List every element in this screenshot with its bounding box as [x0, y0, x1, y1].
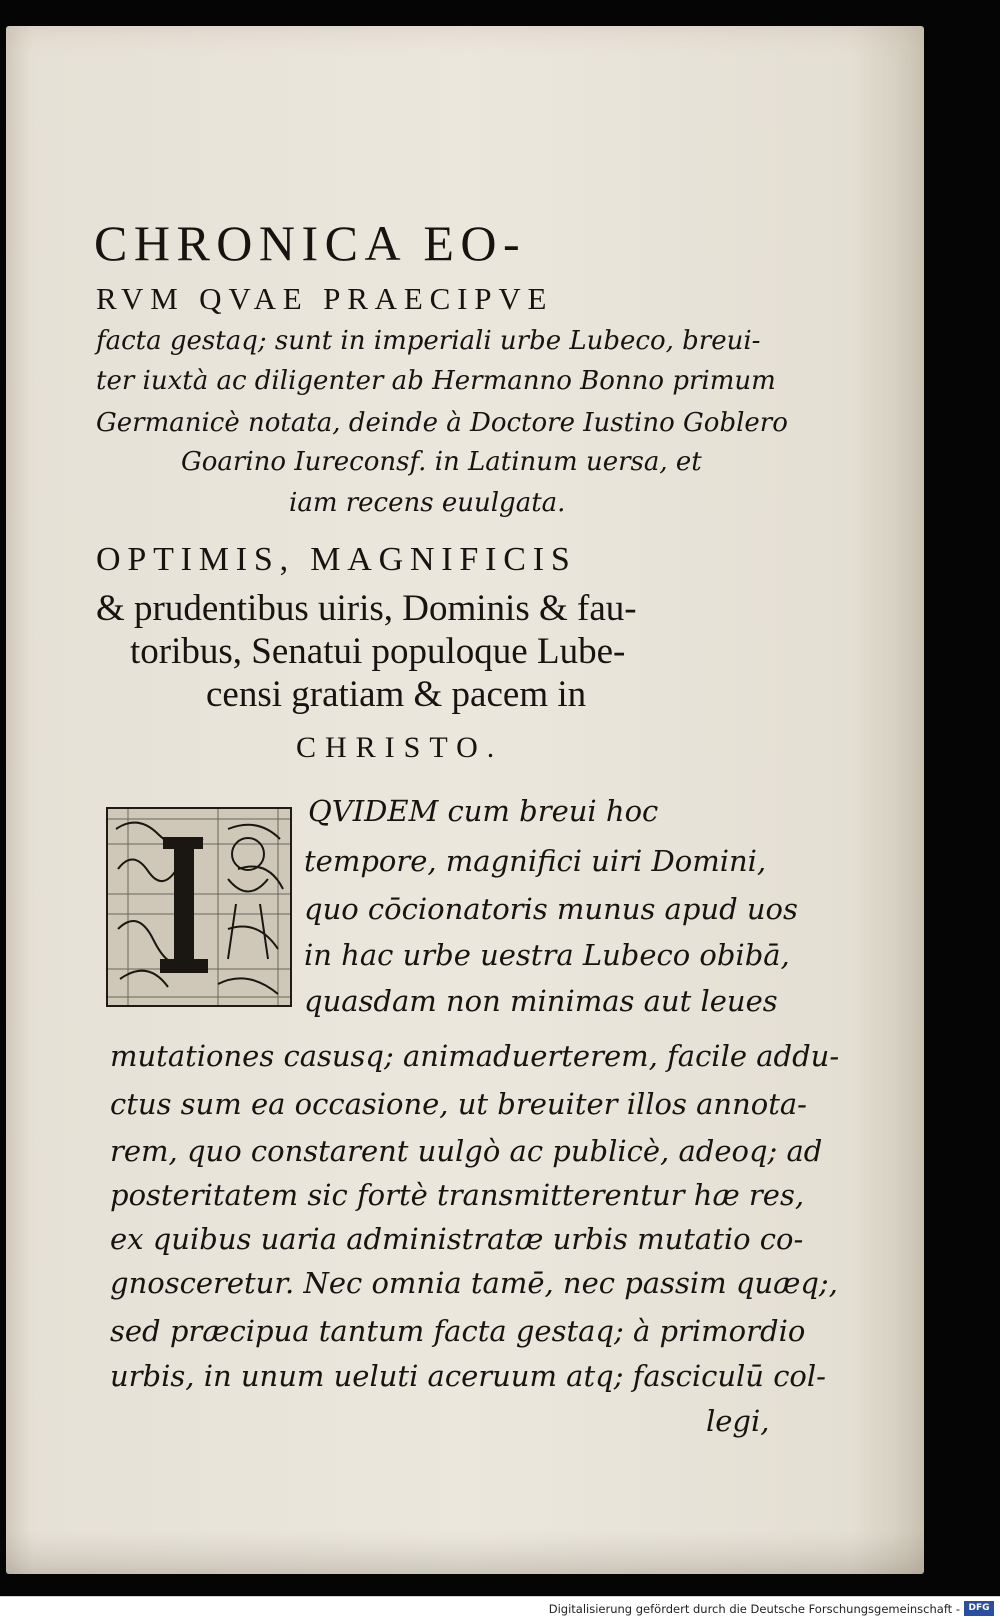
title-line-1: CHRONICA EO-	[94, 215, 527, 271]
dedication-line-2: & prudentibus uiris, Dominis & fau-	[96, 588, 637, 629]
subtitle-line-3: Germanicè notata, deinde à Doctore Iustino Goblero	[96, 408, 788, 438]
body-line-12: sed præcipua tantum facta gestaq; à primordio	[110, 1314, 806, 1348]
digitization-footer	[0, 1596, 1000, 1622]
body-line-6: mutationes casusq; animaduerterem, facile addu-	[110, 1039, 840, 1073]
body-line-3: quo cōcionatoris munus apud uos	[304, 892, 798, 926]
body-line-7: ctus sum ea occasione, ut breuiter illos annota-	[110, 1087, 807, 1121]
woodcut-initial-I-icon	[106, 807, 292, 1007]
body-line-5: quasdam non minimas aut leues	[304, 984, 778, 1018]
subtitle-line-4: Goarino Iureconsf. in Latinum uersa, et	[181, 447, 702, 477]
footer-credit-text: Digitalisierung gefördert durch die Deutsche Forschungsgemeinschaft -	[548, 1602, 960, 1616]
dedication-line-4: censi gratiam & pacem in	[206, 674, 587, 715]
page-bottom-edge	[6, 1530, 924, 1574]
dedication-heading: OPTIMIS, MAGNIFICIS	[96, 541, 577, 578]
body-line-10: ex quibus uaria administratæ urbis mutatio co-	[110, 1222, 804, 1256]
dfg-logo-icon: DFG	[964, 1601, 994, 1616]
dedication-line-3: toribus, Senatui populoque Lube-	[130, 631, 626, 672]
body-line-1: QVIDEM cum breui hoc	[308, 794, 659, 828]
subtitle-line-1: facta gestaq; sunt in imperiali urbe Lubeco, breui-	[96, 326, 761, 356]
subtitle-line-5: iam recens euulgata.	[289, 488, 566, 518]
subtitle-line-2: ter iuxtà ac diligenter ab Hermanno Bonno primum	[96, 366, 776, 396]
body-line-8: rem, quo constarent uulgò ac publicè, adeoq; ad	[110, 1134, 823, 1168]
title-line-2: RVM QVAE PRAECIPVE	[96, 281, 554, 316]
body-line-9: posteritatem sic fortè transmitterentur hæ res,	[110, 1178, 805, 1212]
body-line-14: legi,	[706, 1404, 770, 1438]
book-page	[6, 26, 924, 1574]
dedication-line-5: CHRISTO.	[296, 731, 504, 764]
body-line-11: gnosceretur. Nec omnia tamē, nec passim quæq;,	[110, 1266, 838, 1300]
body-line-4: in hac urbe uestra Lubeco obibā,	[304, 938, 790, 972]
body-line-13: urbis, in unum ueluti aceruum atq; fasciculū col-	[110, 1359, 826, 1393]
body-line-2: tempore, magnifici uiri Domini,	[304, 844, 767, 878]
